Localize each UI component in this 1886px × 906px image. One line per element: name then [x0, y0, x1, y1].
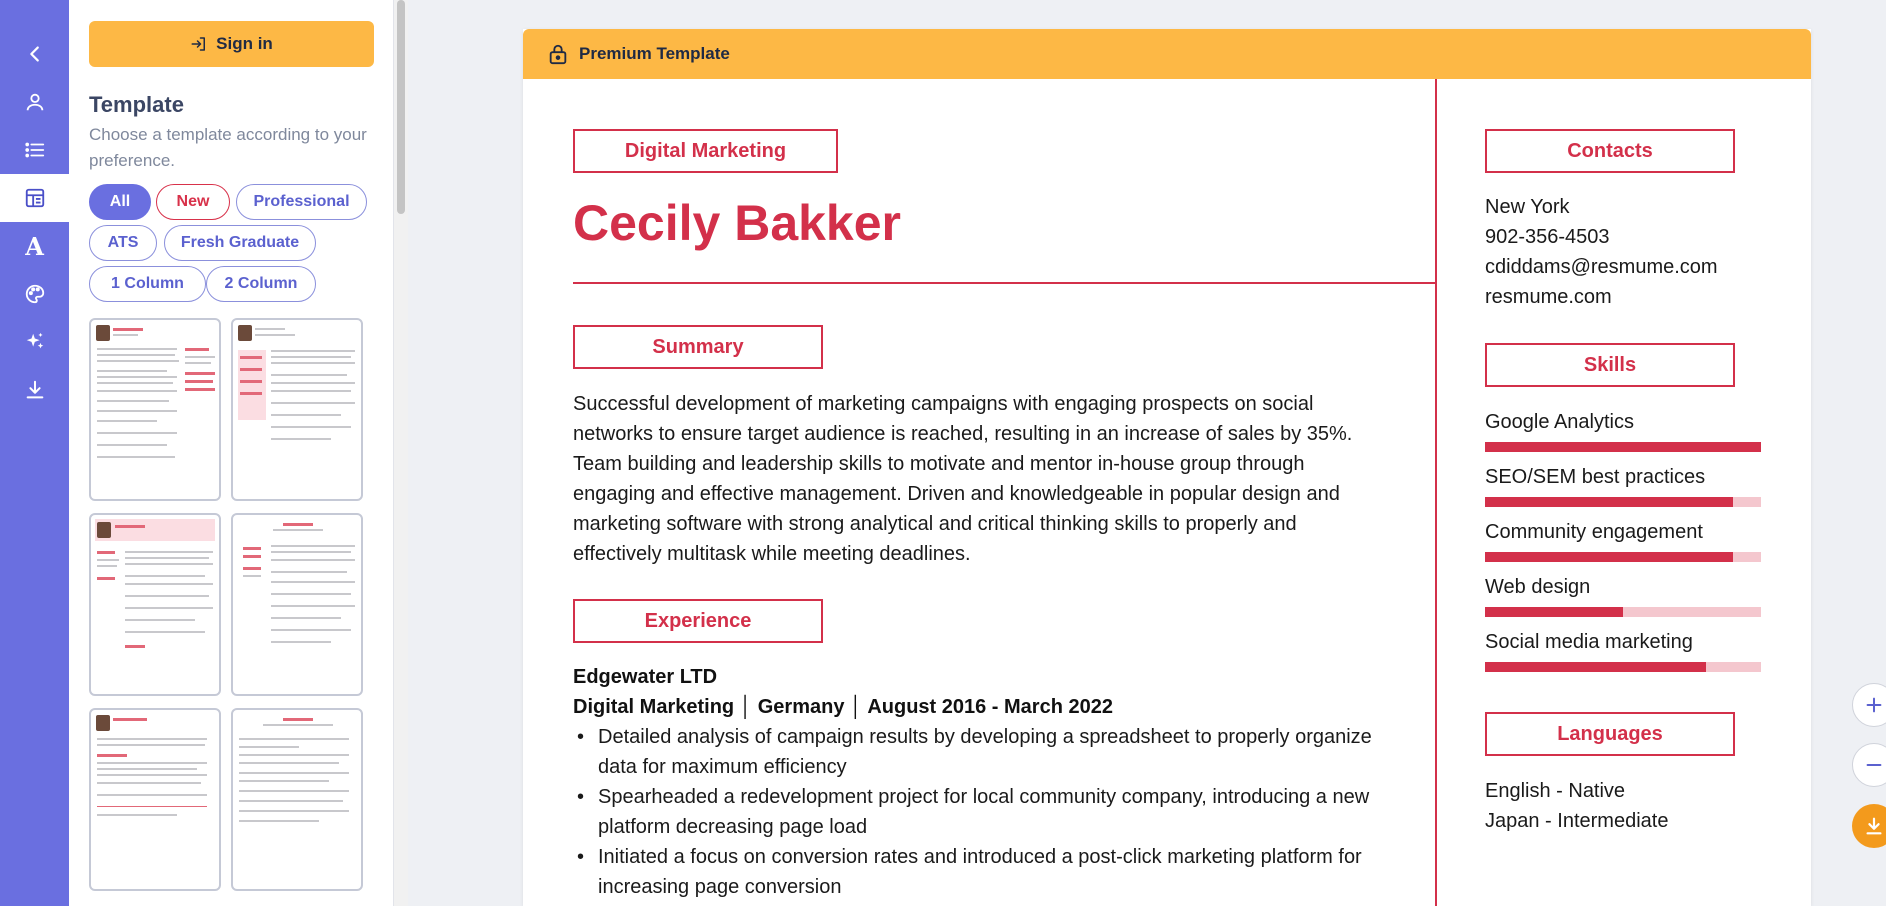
template-thumbnail[interactable]: [231, 513, 363, 696]
bullet-line: Initiated a focus on conversion rates and introduced a post-click marketing platform for: [598, 846, 1362, 868]
summary-text: [573, 389, 1423, 569]
template-thumbnail[interactable]: [231, 708, 363, 891]
skill-name: SEO/SEM best practices: [1485, 466, 1706, 488]
download-icon: [1863, 815, 1885, 837]
list-item: • Detailed analysis of campaign results by developing a spreadsheet to properly organize data for maximum efficiency: [573, 722, 1403, 782]
skill-bar: [1485, 662, 1761, 672]
bullet-line: data for maximum efficiency: [598, 756, 847, 778]
skill-name: Community engagement: [1485, 521, 1703, 543]
contact-city: New York: [1485, 196, 1570, 218]
skill-bar: [1485, 497, 1761, 507]
role-line: Digital Marketing │ Germany │ August 2016 - March 2022: [573, 696, 1113, 718]
filter-professional[interactable]: Professional: [236, 184, 367, 220]
summary-line: engaging and effective management. Driven and knowledgeable in popular design and: [573, 483, 1340, 505]
experience-heading: Experience: [573, 599, 823, 643]
list-item: • Initiated a focus on conversion rates and introduced a post-click marketing platform for increasing page conversion: [573, 842, 1403, 902]
language-item: English - Native: [1485, 780, 1626, 802]
template-thumbnail[interactable]: [89, 708, 221, 891]
personal-info-button[interactable]: [0, 78, 69, 126]
skill-bar: [1485, 442, 1761, 452]
column-divider: [1435, 79, 1437, 906]
plus-icon: [1863, 694, 1885, 716]
summary-line: effectively multitask while meeting deadlines.: [573, 543, 971, 565]
sections-button[interactable]: [0, 126, 69, 174]
filter-ats[interactable]: ATS: [89, 225, 157, 261]
user-icon: [24, 91, 46, 113]
summary-line: networks to ensure target audience is reached, resulting in an increase of sales by 35%.: [573, 423, 1353, 445]
skill-bar-fill: [1485, 497, 1733, 507]
skills-heading: Skills: [1485, 343, 1735, 387]
download-button[interactable]: [0, 366, 69, 414]
bullet-line: Spearheaded a redevelopment project for local community company, introducing a new: [598, 786, 1370, 808]
contacts-heading: Contacts: [1485, 129, 1735, 173]
bullet-line: Detailed analysis of campaign results by developing a spreadsheet to properly organize: [598, 726, 1372, 748]
filter-all[interactable]: All: [89, 184, 151, 220]
typography-button[interactable]: [0, 222, 69, 270]
skill-bar-fill: [1485, 662, 1706, 672]
colors-button[interactable]: [0, 270, 69, 318]
list-icon: [24, 139, 46, 161]
panel-title: Template: [89, 92, 184, 117]
skill-bar: [1485, 607, 1761, 617]
contact-website: resmume.com: [1485, 286, 1612, 308]
scrollbar-thumb[interactable]: [397, 0, 405, 214]
summary-line: marketing software with strong analytical and critical thinking skills to properly and: [573, 513, 1297, 535]
panel-scrollbar[interactable]: [394, 0, 408, 906]
skill-bar-fill: [1485, 552, 1733, 562]
font-icon: A: [25, 231, 44, 261]
zoom-out-button[interactable]: [1852, 743, 1886, 787]
contact-email: cdiddams@resmume.com: [1485, 256, 1718, 278]
language-item: Japan - Intermediate: [1485, 810, 1669, 832]
skill-bar-fill: [1485, 607, 1623, 617]
summary-line: Team building and leadership skills to motivate and mentor in-house group through: [573, 453, 1305, 475]
icon-rail: [0, 0, 69, 906]
template-layout-icon: [24, 187, 46, 209]
lock-icon: [547, 43, 569, 65]
company-name: Edgewater LTD: [573, 666, 718, 688]
template-panel: [69, 0, 394, 906]
languages-heading: Languages: [1485, 712, 1735, 756]
download-icon: [24, 379, 46, 401]
job-title: Digital Marketing: [573, 129, 838, 173]
resume-preview: [523, 29, 1811, 906]
ai-assist-button[interactable]: [0, 318, 69, 366]
templates-button[interactable]: [0, 174, 69, 222]
template-thumbnail[interactable]: [89, 513, 221, 696]
sign-in-icon: [190, 35, 208, 53]
premium-banner: [523, 29, 1811, 79]
filter-new[interactable]: New: [156, 184, 230, 220]
bullet-line: platform decreasing page load: [598, 816, 868, 838]
sparkles-icon: [24, 331, 46, 353]
palette-icon: [24, 283, 46, 305]
bullet-line: increasing page conversion: [598, 876, 842, 898]
list-item: • Spearheaded a redevelopment project for local community company, introducing a new platform decreasing page load: [573, 782, 1403, 842]
skill-name: Social media marketing: [1485, 631, 1693, 653]
template-thumbnail[interactable]: [231, 318, 363, 501]
skill-name: Web design: [1485, 576, 1591, 598]
skill-bar-fill: [1485, 442, 1761, 452]
panel-description: Choose a template according to your preference.: [89, 125, 367, 170]
summary-heading: Summary: [573, 325, 823, 369]
zoom-in-button[interactable]: [1852, 683, 1886, 727]
back-button[interactable]: [0, 30, 69, 78]
candidate-name: Cecily Bakker: [573, 195, 902, 251]
chevron-left-icon: [24, 43, 46, 65]
download-fab[interactable]: [1852, 804, 1886, 848]
filter-1-column[interactable]: 1 Column: [89, 266, 206, 302]
premium-label: Premium Template: [579, 44, 730, 63]
template-thumbnail[interactable]: [89, 318, 221, 501]
summary-line: Successful development of marketing campaigns with engaging prospects on social: [573, 393, 1314, 415]
contact-phone: 902-356-4503: [1485, 226, 1610, 248]
filter-2-column[interactable]: 2 Column: [206, 266, 316, 302]
skill-name: Google Analytics: [1485, 411, 1634, 433]
header-divider: [573, 282, 1435, 284]
experience-bullets: [573, 722, 1403, 902]
minus-icon: [1863, 754, 1885, 776]
skill-bar: [1485, 552, 1761, 562]
sign-in-button[interactable]: [89, 21, 374, 67]
sign-in-label: Sign in: [216, 34, 273, 53]
filter-fresh-graduate[interactable]: Fresh Graduate: [164, 225, 316, 261]
